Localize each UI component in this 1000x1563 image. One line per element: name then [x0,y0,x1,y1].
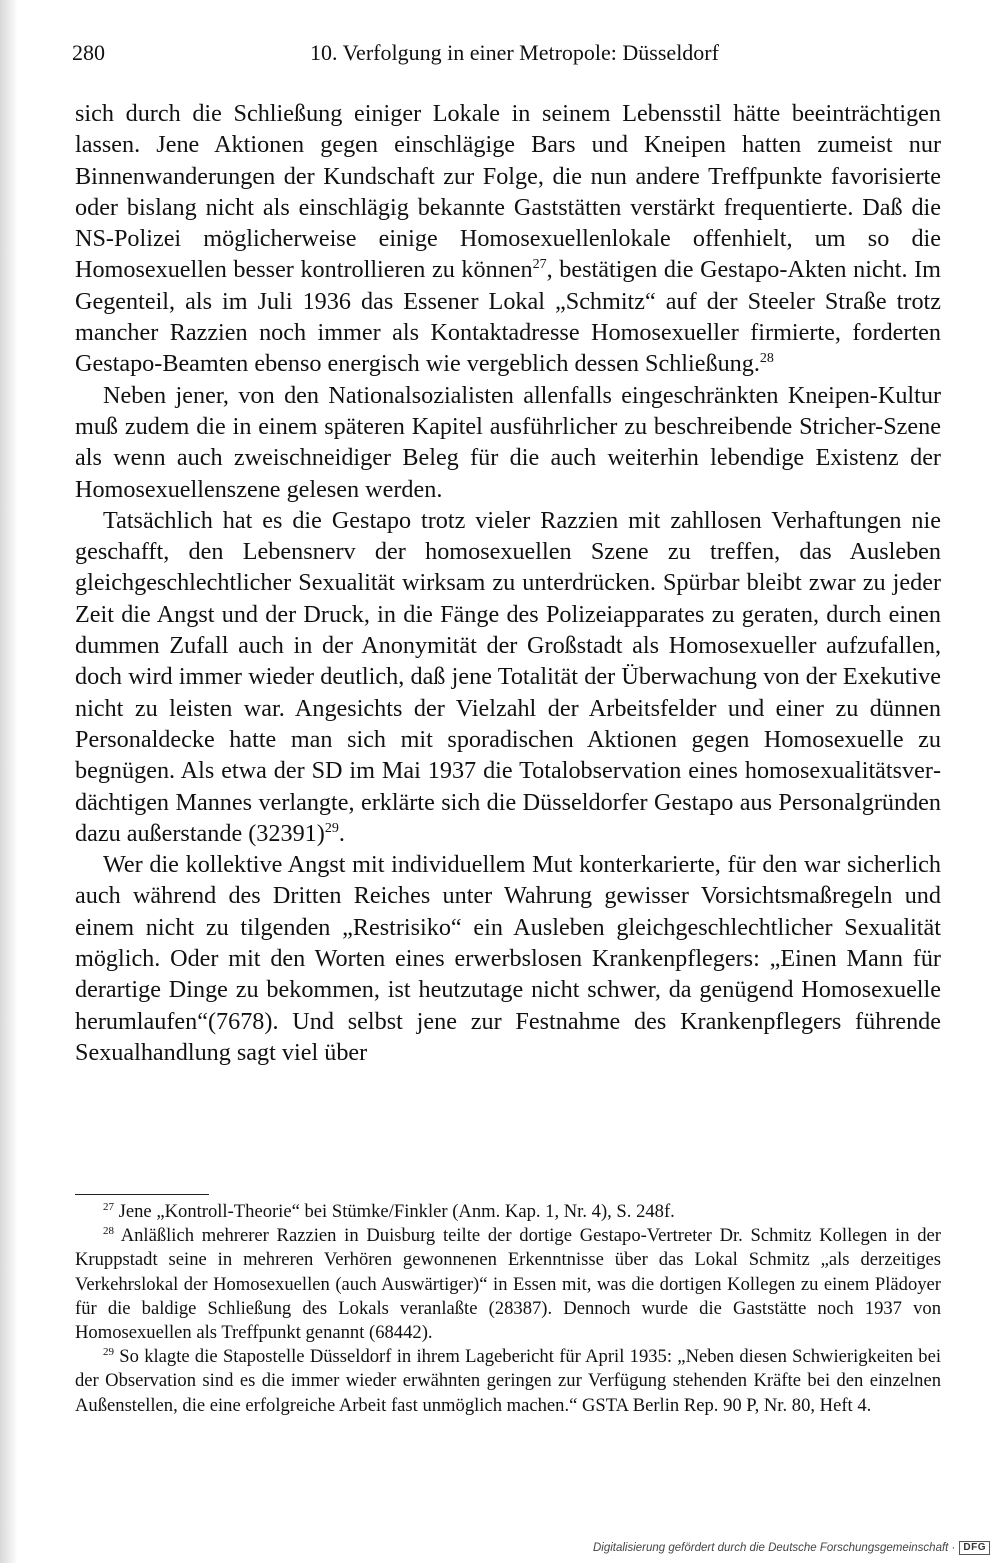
footnote-text: Jene „Kontroll-Theorie“ bei Stümke/Finkler (Anm. Kap. 1, Nr. 4), S. 248f. [114,1201,675,1222]
credit-text: Digitalisierung gefördert durch die Deutsche Forschungsgemeinschaft · [592,1542,956,1554]
footnote-29 [75,1345,941,1418]
dfg-logo-icon: DFG [959,1541,990,1555]
digitization-credit [593,1539,990,1557]
paragraph-1-text-a: sich durch die Schließung einiger Lokale in seinem Lebensstil hätte beeinträchtigen lassen. Jene Aktionen gegen einschlägige Bars und Kneipen hatten zumeist nur Binnenwanderungen der Kundschaft zur Folge, die nun andere Treffpunkte favorisierte oder bislang nicht als einschlägig bekannte Gaststätten verstärkt frequentierte. Daß die NS-Polizei möglicherweise einige Homosexuellenlokale offenhielt, um so die Homosexuellen besser kontrollieren zu können [75,100,941,284]
footnote-separator [75,1194,209,1195]
footnote-ref-27: 27 [532,257,547,273]
running-title: 10. Verfolgung in einer Metropole: Düsseldorf [310,40,719,65]
footnote-number: 27 [103,1201,114,1213]
footnote-28 [75,1224,941,1345]
footnote-27 [75,1200,941,1224]
footnote-ref-29: 29 [324,820,339,836]
paragraph-3 [75,505,941,849]
body-text [75,98,941,1068]
paragraph-2: Neben jener, von den Nationalsozialisten allenfalls eingeschränkten Kneipen-Kultur muß zudem die in einem späteren Kapitel ausführlicher zu beschreibende Stricher-Szene als wenn auch zweischneidiger Beleg für die auch weiterhin lebendige Existenz der Homosexuellenszene gelesen werden. [75,381,941,503]
paragraph-1 [75,98,941,380]
footnote-ref-28: 28 [759,351,774,367]
footnotes [75,1200,941,1418]
paragraph-4: Wer die kollektive Angst mit individuellem Mut konterkarierte, für den war sicherlich auch während des Dritten Reiches unter Wahrung gewisser Vorsichtsmaßregeln und einem nicht zu tilgenden „Restrisiko“ ein Ausleben gleichgeschlechtlicher Sexualität möglich. Oder mit den Worten eines erwerbslosen Krankenpflegers: „Einen Mann für derartige Dinge zu bekommen, ist heutzutage nicht schwer, da genügend Homosexuelle herumlaufen“(7678). Und selbst jene zur Festnahme des Krankenpflegers führende Sexualhandlung sagt viel über [75,851,941,1066]
footnote-text: Anläßlich mehrerer Razzien in Duisburg teilte der dortige Gestapo-Vertreter Dr. Schmitz Kollegen in der Kruppstadt seine in mehreren Verhören gewonnenen Erkenntnisse über das Lokal Schmitz „als derzeitiges Verkehrslokal der Homosexuellen (auch Auswärtiger)“ in Essen mit, was die dortigen Kollegen zu einem Plädoyer für die baldige Schließung des Lokals veranlaßte (28387). Dennoch wurde die Gaststätte noch 1937 von Homosexuellen als Treffpunkt genannt (68442). [75,1225,941,1344]
paragraph-1-text-b: , bestätigen die Gestapo-Akten nicht. Im Gegenteil, als im Juli 1936 das Essener Lokal „Schmitz“ auf der Steeler Straße trotz mancher Razzien noch immer als Kontaktadresse Homosexueller firmierte, forderten Gestapo-Beamten ebenso energisch wie vergeblich dessen Schließung. [75,256,941,378]
page-number: 280 [72,40,105,65]
paragraph-3-text-b: . [338,819,345,847]
page-header [72,40,942,70]
footnote-text: So klagte die Stapostelle Düsseldorf in ihrem Lagebericht für April 1935: „Neben diesen Schwierigkeiten bei der Observation sind es die immer wieder erwähnten geringen zur Verfügung stehenden Kräfte bei den einzelnen Außenstellen, die eine erfolgreiche Arbeit fast unmöglich machen.“ GSTA Berlin Rep. 90 P, Nr. 80, Heft 4. [75,1346,941,1416]
footnote-number: 28 [103,1225,114,1238]
footnote-number: 29 [103,1346,114,1359]
paragraph-3-text-a: Tatsächlich hat es die Gestapo trotz vieler Razzien mit zahllosen Verhaftungen nie geschafft, den Lebensnerv der homosexuellen Szene zu treffen, das Ausleben gleichgeschlechtlicher Sexualität wirksam zu unterdrücken. Spürbar bleibt zwar zu jeder Zeit die Angst und der Druck, in die Fänge des Polizeiapparates zu geraten, durch einen dummen Zufall auch in der Anonymität der Großstadt als Homosexueller aufzufallen, doch wird immer wieder deutlich, daß jene Totalität der Überwachung von der Exekutive nicht zu leisten war. Angesichts der Vielzahl der Arbeitsfelder und einer zu dünnen Personaldecke hatte man sich mit sporadischen Aktionen gegen Homosexuelle zu begnügen. Als etwa der SD im Mai 1937 die Totalobservation eines homosexualitätsverdächtigen Mannes verlangte, erklärte sich die Düsseldorfer Gestapo aus Personalgründen dazu außerstande (32391) [75,506,941,847]
page-edge-shadow [0,0,18,1563]
